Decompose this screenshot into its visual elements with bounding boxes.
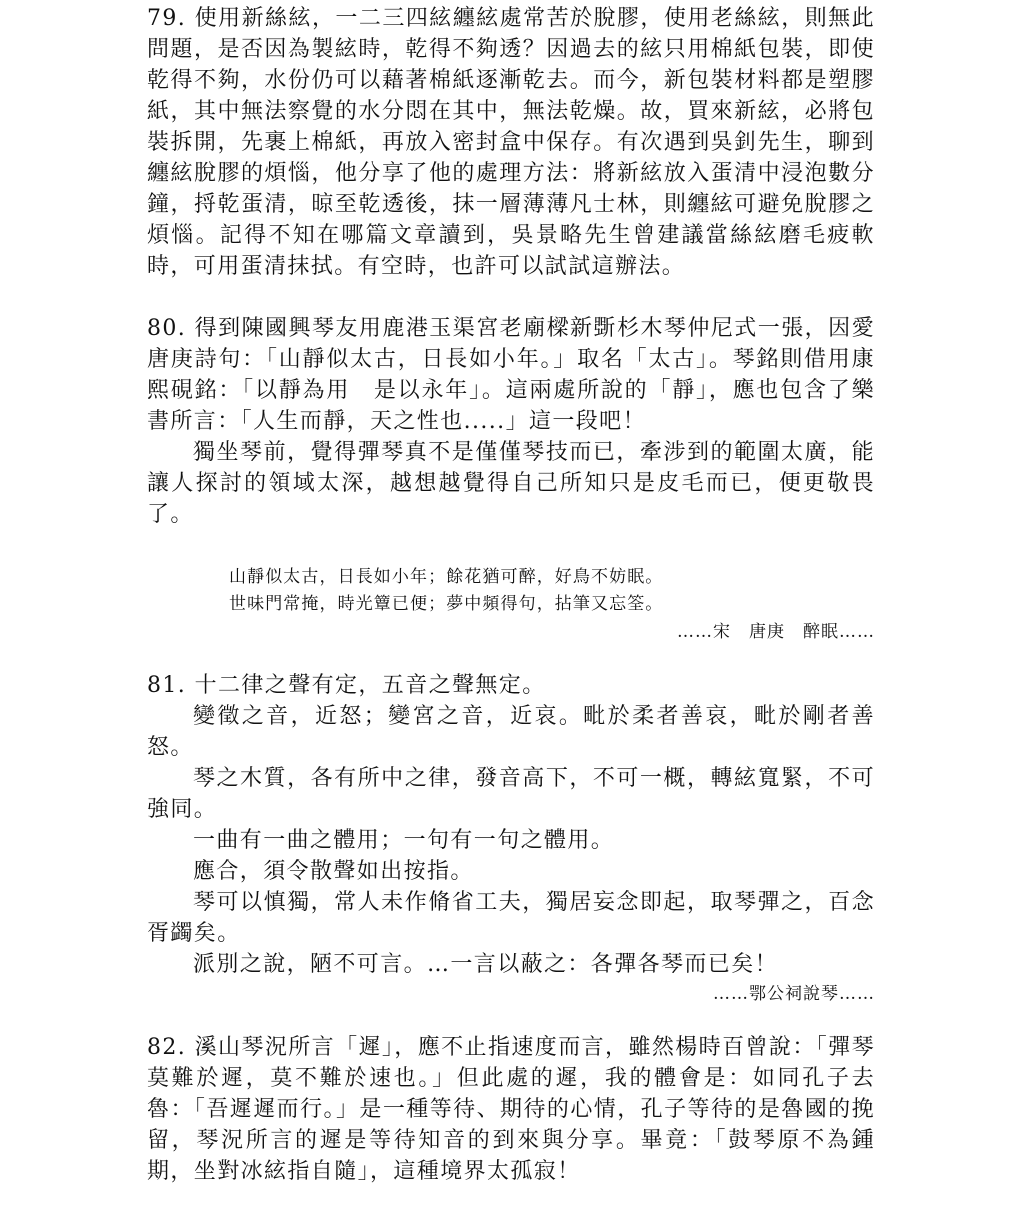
entry-81-number: 81. [147,673,187,698]
entry-79 [147,3,875,282]
entry-79-text: 使用新絲絃，一二三四絃纏絃處常苦於脫膠，使用老絲絃，則無此問題，是否因為製絃時，乾得不夠透？因過去的絃只用棉紙包裝，即使乾得不夠，水份仍可以藉著棉紙逐漸乾去。而今，新包裝材料都是塑膠紙，其中無法察覺的水分悶在其中，無法乾燥。故，買來新絃，必將包裝拆開，先裹上棉紙，再放入密封盒中保存。有次遇到吳釗先生，聊到纏絃脫膠的煩惱，他分享了他的處理方法：將新絃放入蛋清中浸泡數分鐘，捋乾蛋清，晾至乾透後，抹一層薄薄凡士林，則纏絃可避免脫膠之煩惱。記得不知在哪篇文章讀到，吳景略先生曾建議當絲絃磨毛疲軟時，可用蛋清抹拭。有空時，也許可以試試這辦法。 [147,6,875,279]
entry-80-number: 80. [147,316,187,341]
entry-81 [147,670,875,1008]
document-page [147,3,875,1187]
entry-81-paragraph-1 [147,670,875,701]
poem-attribution: ……宋 唐庚 醉眠…… [677,622,875,642]
entry-80 [147,313,875,646]
poem-block [147,564,875,618]
poem-line-2: 世味門常掩，時光簟已便；夢中頻得句，拈筆又忘筌。 [229,594,664,614]
entry-81-attribution: ……鄂公祠說琴…… [713,984,875,1004]
entry-79-number: 79. [147,6,187,31]
entry-82-paragraph-1 [147,1032,875,1187]
entry-82 [147,1032,875,1187]
entry-81-paragraph-6: 琴可以慎獨，常人未作脩省工夫，獨居妄念即起，取琴彈之，百念胥蠲矣。 [147,890,875,946]
entry-82-number: 82. [147,1035,187,1060]
entry-80-paragraph-1 [147,313,875,437]
entry-81-paragraph-2: 變徵之音，近怒；變宮之音，近哀。毗於柔者善哀，毗於剛者善怒。 [147,704,875,760]
entry-82-text-1: 溪山琴況所言「遲」，應不止指速度而言，雖然楊時百曾說：「彈琴莫難於遲，莫不難於速也。」但此處的遲，我的體會是：如同孔子去魯：「吾遲遲而行。」是一種等待、期待的心情，孔子等待的是魯國的挽留，琴況所言的遲是等待知音的到來與分享。畢竟：「鼓琴原不為鍾期，坐對冰絃指自隨」，這種境界太孤寂！ [147,1035,875,1184]
entry-79-paragraph-1 [147,3,875,282]
entry-81-paragraph-4: 一曲有一曲之體用；一句有一句之體用。 [193,828,615,853]
entry-80-paragraph-2: 獨坐琴前，覺得彈琴真不是僅僅琴技而已，牽涉到的範圍太廣，能讓人探討的領域太深，越想越覺得自己所知只是皮毛而已，便更敬畏了。 [147,440,875,527]
entry-81-paragraph-7: 派別之說，陋不可言。…一言以蔽之：各彈各琴而已矣！ [193,952,779,977]
entry-81-paragraph-3: 琴之木質，各有所中之律，發音高下，不可一概，轉絃寬緊，不可強同。 [147,766,875,822]
entry-81-paragraph-5: 應合，須令散聲如出按指。 [193,859,474,884]
poem-line-1: 山靜似太古，日長如小年；餘花猶可醉，好鳥不妨眠。 [229,567,664,587]
entry-80-text-1: 得到陳國興琴友用鹿港玉渠宮老廟樑新斲杉木琴仲尼式一張，因愛唐庚詩句：「山靜似太古，日長如小年。」取名「太古」。琴銘則借用康熙硯銘：「以靜為用 是以永年」。這兩處所說的「靜」，應也包含了樂書所言：「人生而靜，天之性也.....」這一段吧！ [147,316,875,434]
entry-81-text-1: 十二律之聲有定，五音之聲無定。 [194,673,546,698]
